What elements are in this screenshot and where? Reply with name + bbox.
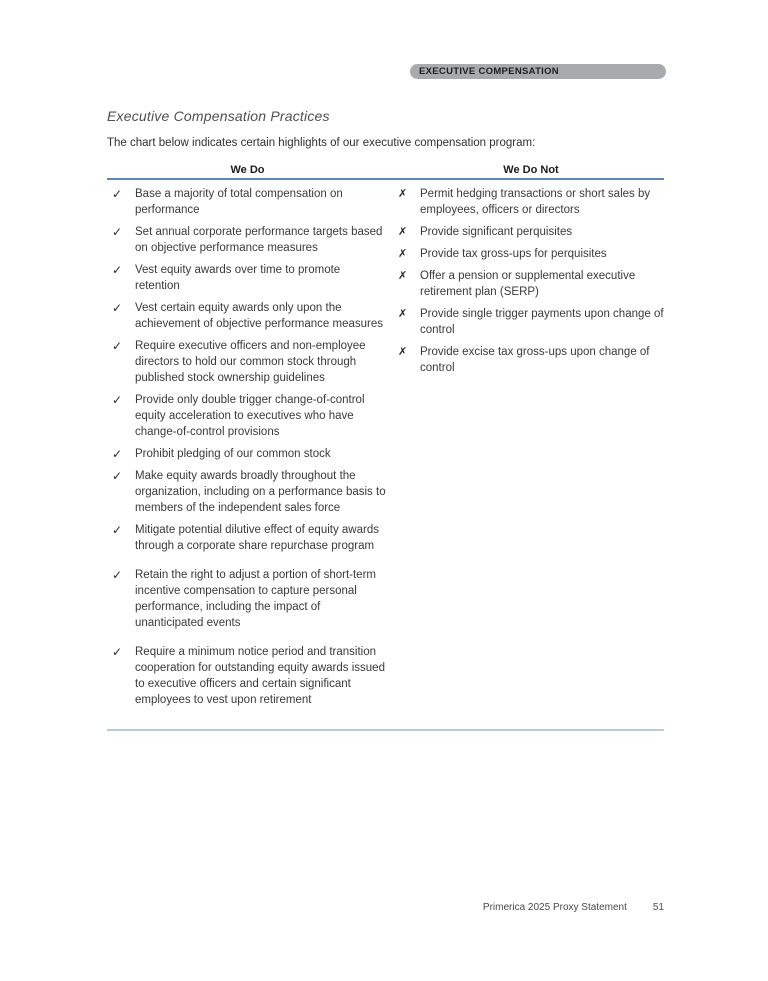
we-do-item-text: Prohibit pledging of our common stock <box>135 448 331 460</box>
we-do-item <box>107 468 388 516</box>
table-header-row <box>107 165 664 180</box>
page-title: Executive Compensation Practices <box>107 108 330 124</box>
page-content <box>107 108 664 731</box>
cross-icon: ✗ <box>398 270 408 282</box>
we-do-item <box>107 338 388 386</box>
check-icon: ✓ <box>112 225 123 239</box>
page-number: 51 <box>652 902 664 913</box>
we-do-header: We Do <box>230 164 265 176</box>
we-do-not-item-text: Offer a pension or supplemental executive retirement plan (SERP) <box>420 270 636 298</box>
we-do-not-item <box>398 268 664 300</box>
we-do-item <box>107 262 388 294</box>
cross-icon: ✗ <box>398 308 408 320</box>
we-do-item <box>107 446 388 462</box>
we-do-not-item <box>398 186 664 218</box>
we-do-item-text: Make equity awards broadly throughout the organization, including on a performance basis to members of the independent sales force <box>135 470 386 514</box>
we-do-not-item-text: Provide single trigger payments upon change of control <box>420 308 664 336</box>
we-do-not-item <box>398 224 664 240</box>
we-do-item-text: Retain the right to adjust a portion of short-term incentive compensation to capture personal performance, including the impact of unanticipated events <box>135 569 376 629</box>
page-footer <box>107 902 664 913</box>
we-do-item-text: Require a minimum notice period and transition cooperation for outstanding equity awards issued to executive officers and certain significant employees to vest upon retirement <box>135 646 385 706</box>
we-do-not-header: We Do Not <box>503 164 559 176</box>
we-do-not-item-text: Provide excise tax gross-ups upon change of control <box>420 346 650 374</box>
we-do-not-item <box>398 306 664 338</box>
cross-icon: ✗ <box>398 188 408 200</box>
we-do-not-item <box>398 246 664 262</box>
check-icon: ✓ <box>112 523 123 537</box>
we-do-not-item-text: Provide tax gross-ups for perquisites <box>420 248 607 260</box>
we-do-item-text: Base a majority of total compensation on performance <box>135 188 343 216</box>
we-do-not-item-text: Provide significant perquisites <box>420 226 573 238</box>
check-icon: ✓ <box>112 393 123 407</box>
we-do-column <box>107 186 388 714</box>
check-icon: ✓ <box>112 645 123 659</box>
table-body <box>107 186 664 714</box>
we-do-item <box>107 300 388 332</box>
check-icon: ✓ <box>112 301 123 315</box>
check-icon: ✓ <box>112 469 123 483</box>
we-do-item <box>107 224 388 256</box>
we-do-item <box>107 644 388 708</box>
check-icon: ✓ <box>112 447 123 461</box>
we-do-item-text: Provide only double trigger change-of-control equity acceleration to executives who have change-of-control provisions <box>135 394 365 438</box>
we-do-item <box>107 186 388 218</box>
intro-text: The chart below indicates certain highlights of our executive compensation program: <box>107 137 536 149</box>
we-do-item <box>107 567 388 631</box>
we-do-item-text: Vest equity awards over time to promote retention <box>135 264 341 292</box>
cross-icon: ✗ <box>398 346 408 358</box>
check-icon: ✓ <box>112 187 123 201</box>
we-do-item-text: Vest certain equity awards only upon the achievement of objective performance measures <box>135 302 384 330</box>
we-do-item <box>107 522 388 554</box>
we-do-not-column <box>398 186 664 382</box>
we-do-item-text: Mitigate potential dilutive effect of equity awards through a corporate share repurchase program <box>135 524 379 552</box>
we-do-item-text: Set annual corporate performance targets based on objective performance measures <box>135 226 383 254</box>
table-bottom-rule <box>107 729 664 731</box>
we-do-not-item-text: Permit hedging transactions or short sales by employees, officers or directors <box>420 188 651 216</box>
cross-icon: ✗ <box>398 226 408 238</box>
check-icon: ✓ <box>112 568 123 582</box>
section-tab <box>410 64 666 79</box>
check-icon: ✓ <box>112 263 123 277</box>
cross-icon: ✗ <box>398 248 408 260</box>
footer-text: Primerica 2025 Proxy Statement <box>482 902 627 913</box>
section-tab-label: EXECUTIVE COMPENSATION <box>419 66 559 77</box>
we-do-not-item <box>398 344 664 376</box>
we-do-item-text: Require executive officers and non-employee directors to hold our common stock through published stock ownership guidelines <box>135 340 366 384</box>
we-do-item <box>107 392 388 440</box>
check-icon: ✓ <box>112 339 123 353</box>
